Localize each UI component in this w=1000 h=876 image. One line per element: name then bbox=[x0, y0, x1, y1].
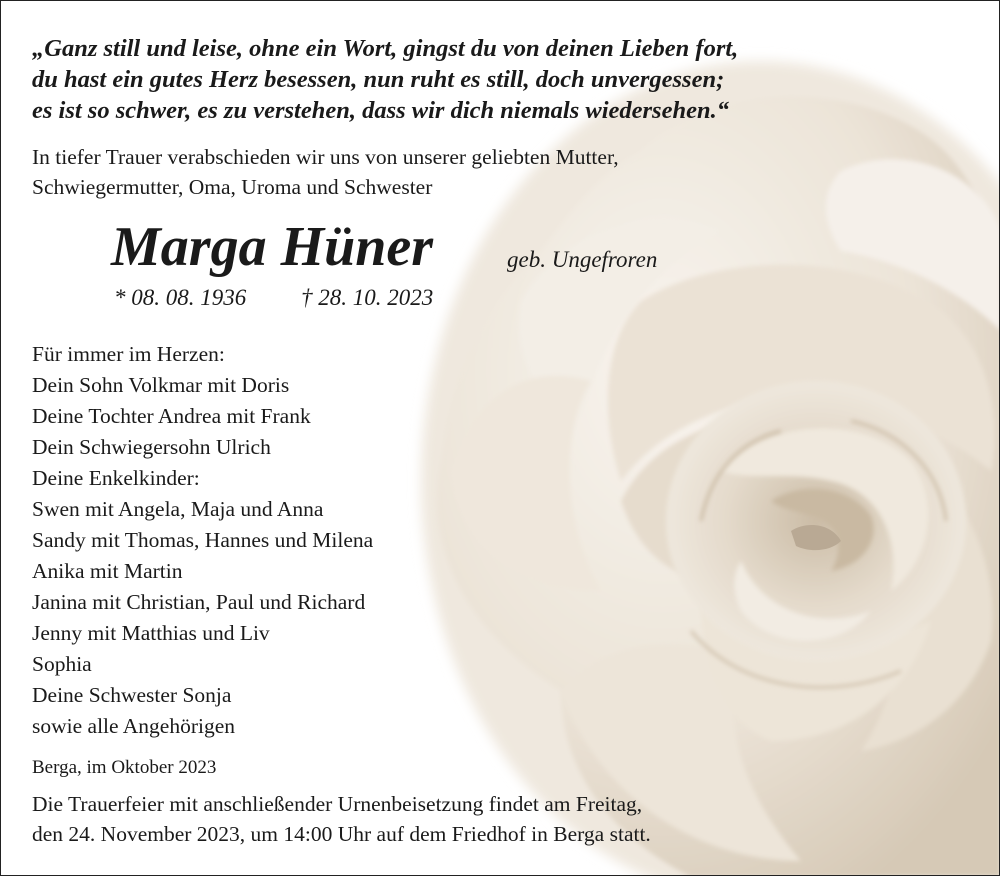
funeral-info bbox=[32, 789, 651, 849]
family-line: Jenny mit Matthias und Liv bbox=[32, 621, 270, 645]
intro-text bbox=[32, 142, 619, 202]
family-line: Janina mit Christian, Paul und Richard bbox=[32, 590, 366, 614]
family-line: Sandy mit Thomas, Hannes und Milena bbox=[32, 528, 374, 552]
family-list bbox=[32, 339, 373, 742]
funeral-line: Die Trauerfeier mit anschließender Urnenbeisetzung findet am Freitag, bbox=[32, 792, 643, 816]
quote-block bbox=[32, 33, 738, 126]
intro-line: In tiefer Trauer verabschieden wir uns von unserer geliebten Mutter, bbox=[32, 145, 619, 169]
family-line: Swen mit Angela, Maja und Anna bbox=[32, 497, 324, 521]
family-line: Dein Schwiegersohn Ulrich bbox=[32, 435, 271, 459]
quote-line: du hast ein gutes Herz besessen, nun ruht es still, doch unvergessen; bbox=[32, 66, 725, 93]
quote-line: es ist so schwer, es zu verstehen, dass wir dich niemals wiedersehen.“ bbox=[32, 97, 729, 124]
family-line: Sophia bbox=[32, 652, 92, 676]
family-line: Für immer im Herzen: bbox=[32, 342, 225, 366]
deceased-name: Marga Hüner bbox=[111, 216, 434, 278]
family-line: Anika mit Martin bbox=[32, 559, 183, 583]
birth-name: geb. Ungefroren bbox=[507, 247, 658, 272]
intro-line: Schwiegermutter, Oma, Uroma und Schwester bbox=[32, 175, 433, 199]
family-line: Dein Sohn Volkmar mit Doris bbox=[32, 373, 290, 397]
quote-line: „Ganz still und leise, ohne ein Wort, gingst du von deinen Lieben fort, bbox=[32, 35, 739, 62]
family-line: Deine Tochter Andrea mit Frank bbox=[32, 404, 311, 428]
birth-date: * 08. 08. 1936 bbox=[114, 285, 247, 310]
family-line: Deine Enkelkinder: bbox=[32, 466, 200, 490]
death-date: † 28. 10. 2023 bbox=[301, 285, 434, 310]
family-line: Deine Schwester Sonja bbox=[32, 683, 232, 707]
family-line: sowie alle Angehörigen bbox=[32, 714, 236, 738]
place-date: Berga, im Oktober 2023 bbox=[32, 757, 217, 778]
funeral-line: den 24. November 2023, um 14:00 Uhr auf dem Friedhof in Berga statt. bbox=[32, 822, 651, 846]
